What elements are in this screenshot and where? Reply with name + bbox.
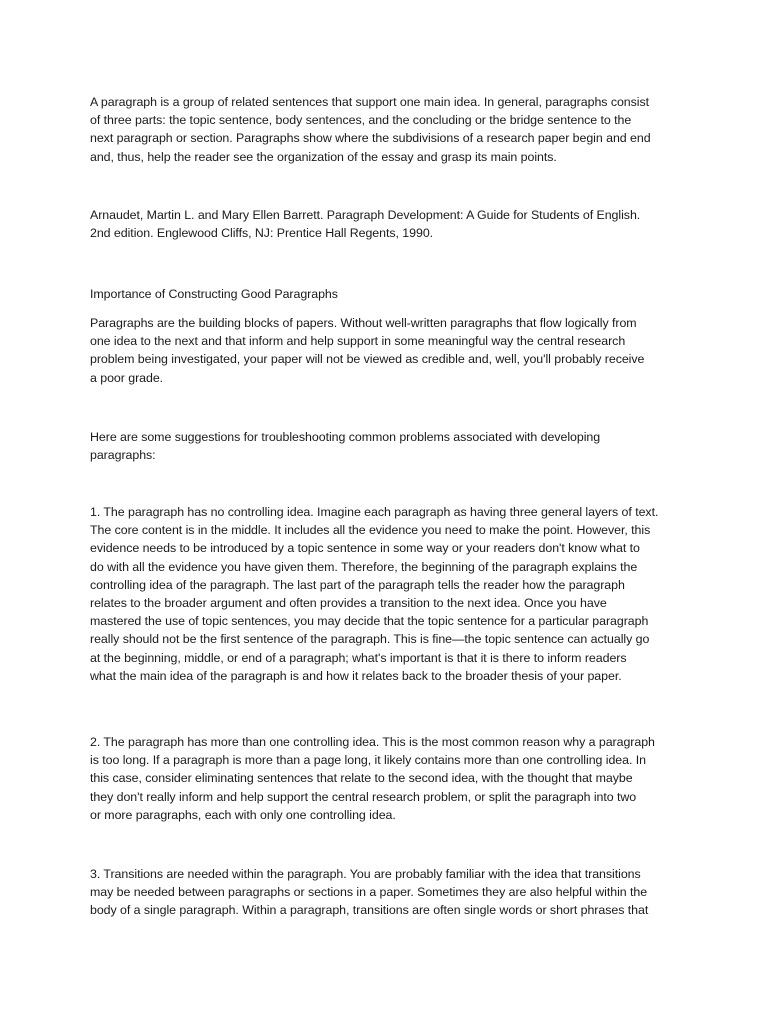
text-line: what the main idea of the paragraph is and how it relates back to the broader thesis of your paper. <box>90 668 622 683</box>
intro-paragraph <box>90 93 690 166</box>
text-line: The core content is in the middle. It includes all the evidence you need to make the point. However, this <box>90 523 651 538</box>
suggestions-paragraph <box>90 428 690 464</box>
text-line: 2nd edition. Englewood Cliffs, NJ: Prentice Hall Regents, 1990. <box>90 226 434 241</box>
text-line: one idea to the next and that inform and help support in some meaningful way the central research <box>90 334 626 349</box>
text-line: Arnaudet, Martin L. and Mary Ellen Barrett. Paragraph Development: A Guide for Students of English. <box>90 208 641 222</box>
text-line: relates to the broader argument and often provides a transition to the next idea. Once you have <box>90 596 607 611</box>
text-line: they don't really inform and help support the central research problem, or split the paragraph into two <box>90 789 637 804</box>
text-line: at the beginning, middle, or end of a paragraph; what's important is that it is there to inform readers <box>90 650 627 665</box>
text-line: evidence needs to be introduced by a topic sentence in some way or your readers don't know what to <box>90 541 640 556</box>
heading-text: Importance of Constructing Good Paragraphs <box>90 287 338 301</box>
text-line: controlling idea of the paragraph. The last part of the paragraph tells the reader how the paragraph <box>90 577 625 592</box>
text-line: Paragraphs are the building blocks of papers. Without well-written paragraphs that flow logically from <box>90 316 637 330</box>
text-line: Here are some suggestions for troubleshooting common problems associated with developing <box>90 430 601 444</box>
list-item-3 <box>90 865 690 920</box>
text-line: body of a single paragraph. Within a paragraph, transitions are often single words or short phrases that <box>90 903 649 918</box>
list-item-1 <box>90 503 690 685</box>
text-line: 1. The paragraph has no controlling idea. Imagine each paragraph as having three general layers of text. <box>90 505 659 519</box>
text-line: next paragraph or section. Paragraphs show where the subdivisions of a research paper begin and end <box>90 131 651 146</box>
text-line: this case, consider eliminating sentences that relate to the second idea, with the thought that maybe <box>90 771 633 786</box>
text-line: is too long. If a paragraph is more than a page long, it likely contains more than one controlling idea. In <box>90 753 647 768</box>
importance-paragraph <box>90 314 690 387</box>
section-heading <box>90 285 690 303</box>
list-item-2 <box>90 733 690 824</box>
text-line: 3. Transitions are needed within the paragraph. You are probably familiar with the idea that transitions <box>90 867 641 881</box>
text-line: of three parts: the topic sentence, body sentences, and the concluding or the bridge sentence to the <box>90 113 632 128</box>
citation-paragraph <box>90 206 690 242</box>
text-line: problem being investigated, your paper will not be viewed as credible and, well, you'll probably receive <box>90 352 645 367</box>
text-line: and, thus, help the reader see the organization of the essay and grasp its main points. <box>90 149 557 164</box>
text-line: mastered the use of topic sentences, you may decide that the topic sentence for a particular paragraph <box>90 614 649 629</box>
text-line: paragraphs: <box>90 448 156 463</box>
text-line: a poor grade. <box>90 370 164 385</box>
text-line: or more paragraphs, each with only one controlling idea. <box>90 807 396 822</box>
text-line: A paragraph is a group of related sentences that support one main idea. In general, paragraphs consist <box>90 95 650 109</box>
text-line: do with all the evidence you have given them. Therefore, the beginning of the paragraph explains the <box>90 559 638 574</box>
text-line: 2. The paragraph has more than one controlling idea. This is the most common reason why a paragraph <box>90 735 655 749</box>
text-line: really should not be the first sentence of the paragraph. This is fine—the topic sentence can actually go <box>90 632 650 647</box>
text-line: may be needed between paragraphs or sections in a paper. Sometimes they are also helpful within the <box>90 885 648 900</box>
